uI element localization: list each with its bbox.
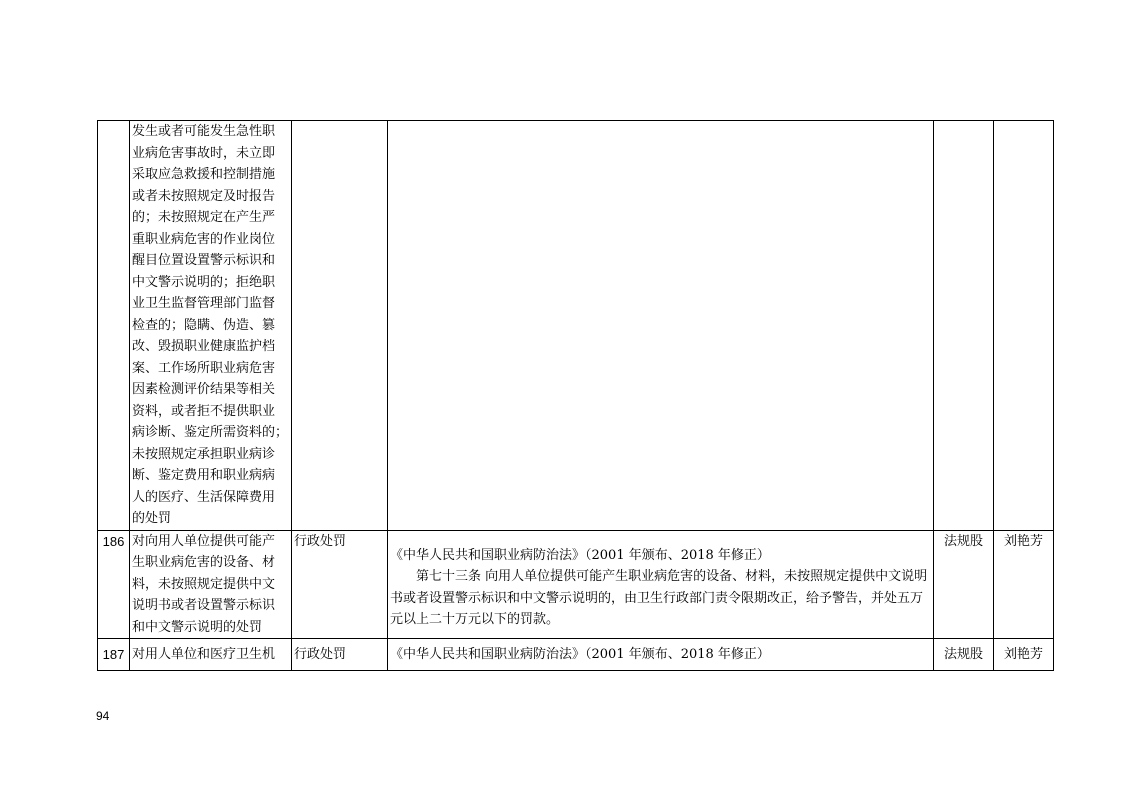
matter-line: 和中文警示说明的处罚 — [132, 619, 263, 635]
matter-line: 或者未按照规定及时报告 — [132, 188, 276, 204]
matter-line: 对向用人单位提供可能产 — [132, 533, 276, 549]
matter-cell — [130, 530, 292, 639]
matter-line: 重职业病危害的作业岗位 — [132, 231, 276, 247]
matter-line: 的处罚 — [132, 511, 172, 526]
matter-line: 案、工作场所职业病危害 — [132, 360, 276, 376]
matter-line: 醒目位置设置警示标识和 — [132, 253, 276, 268]
legal-basis-title: 《中华人民共和国职业病防治法》（2001 年颁布、2018 年修正） — [390, 646, 770, 662]
matter-line: 的；未按照规定在产生严 — [132, 210, 276, 225]
matter-line: 因素检测评价结果等相关 — [132, 382, 276, 397]
matter-line: 采取应急救援和控制措施 — [132, 167, 276, 182]
page-number: 94 — [96, 709, 110, 723]
table-row — [98, 639, 1054, 671]
matter-line: 生职业病危害的设备、材 — [132, 555, 276, 570]
legal-basis-title: 《中华人民共和国职业病防治法》（2001 年颁布、2018 年修正） — [390, 547, 770, 563]
responsible-person-cell — [994, 121, 1054, 531]
matter-line: 人的医疗、生活保障费用 — [132, 489, 276, 505]
matter-cell — [130, 121, 292, 531]
matter-line: 业病危害事故时，未立即 — [132, 145, 276, 161]
matter-line: 断、鉴定费用和职业病病 — [132, 468, 276, 483]
department-cell: 法规股 — [934, 530, 994, 639]
matter-line: 病诊断、鉴定所需资料的； — [132, 425, 289, 440]
matter-cell — [130, 639, 292, 671]
matter-line: 对用人单位和医疗卫生机 — [132, 646, 276, 662]
department-cell — [934, 121, 994, 531]
matter-line: 未按照规定承担职业病诊 — [132, 446, 276, 462]
item-number-cell: 187 — [98, 639, 130, 671]
penalty-type-cell — [292, 121, 388, 531]
matter-line: 中文警示说明的；拒绝职 — [132, 274, 276, 290]
matter-line: 检查的；隐瞒、伪造、篡 — [132, 317, 276, 333]
matter-line: 料，未按照规定提供中文 — [132, 576, 276, 592]
matter-line: 改、毁损职业健康监护档 — [132, 339, 276, 354]
responsible-person-cell: 刘艳芳 — [994, 530, 1054, 639]
matter-line: 业卫生监督管理部门监督 — [132, 296, 276, 311]
table-row — [98, 121, 1054, 531]
regulation-table — [97, 120, 1054, 671]
penalty-type-cell: 行政处罚 — [292, 530, 388, 639]
legal-basis-body: 第七十三条 向用人单位提供可能产生职业病危害的设备、材料，未按照规定提供中文说明书或者设置警示标识和中文警示说明的，由卫生行政部门责令限期改正，给予警告，并处五万元以上二十万元以下的罚款。 — [390, 569, 928, 627]
matter-line: 资料，或者拒不提供职业 — [132, 403, 276, 419]
legal-basis-cell — [388, 121, 934, 531]
table-row — [98, 530, 1054, 639]
responsible-person-cell: 刘艳芳 — [994, 639, 1054, 671]
item-number-cell — [98, 121, 130, 531]
legal-basis-cell — [388, 530, 934, 639]
matter-line: 说明书或者设置警示标识 — [132, 598, 276, 613]
department-cell: 法规股 — [934, 639, 994, 671]
matter-line: 发生或者可能发生急性职 — [132, 124, 276, 139]
legal-basis-cell — [388, 639, 934, 671]
penalty-type-cell: 行政处罚 — [292, 639, 388, 671]
item-number-cell: 186 — [98, 530, 130, 639]
